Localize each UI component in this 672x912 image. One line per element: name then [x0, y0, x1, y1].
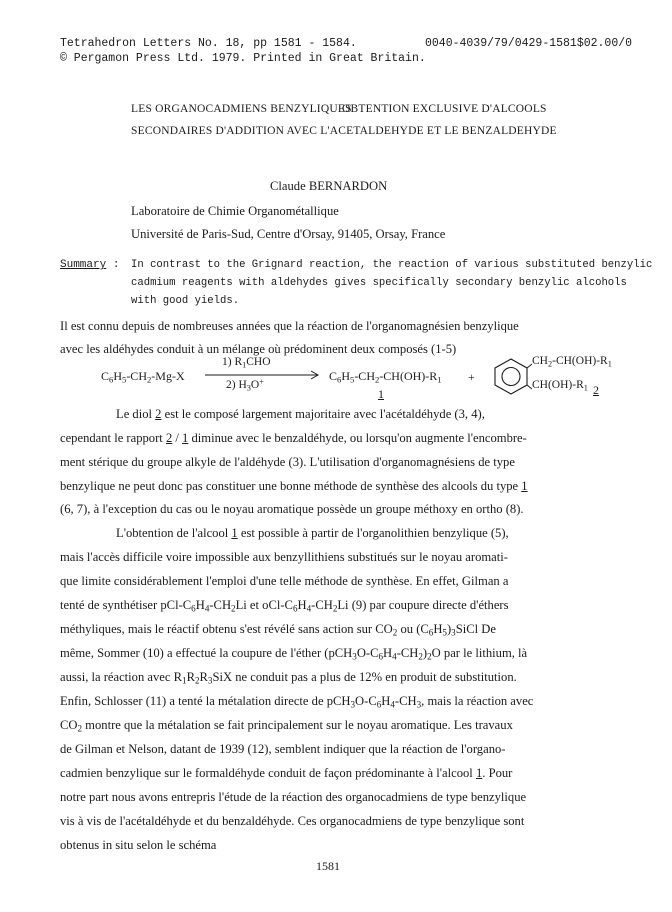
scheme-product2-number: 2 — [593, 383, 599, 397]
summary-line2: cadmium reagents with aldehydes gives specifically secondary benzylic alcohols — [131, 277, 627, 289]
para3-line5: méthyliques, mais le réactif obtenu s'est révélé sans action sur $CO_2$ ou $(C_6H_5)_3SiCl$ De — [60, 622, 496, 638]
author-university: Université de Paris-Sud, Centre d'Orsay, 91405, Orsay, France — [131, 227, 446, 241]
author-name: Claude BERNARDON — [270, 179, 388, 193]
para3-line2: mais l'accès difficile voire impossible aux benzyllithiens substitués sur le noyau aromati- — [60, 550, 508, 564]
article-code: 0040-4039/79/0429-1581$02.00/0 — [425, 37, 633, 50]
para3-line3: que limite considérablement l'emploi d'une telle méthode de synthèse. En effet, Gilman a — [60, 574, 509, 588]
para2-line1: Le diol 2 est le composé largement majoritaire avec l'acétaldéhyde (3, 4), — [116, 407, 485, 421]
para3-line13: vis à vis de l'acétaldéhyde et du benzaldéhyde. Ces organocadmiens de type benzylique sont — [60, 814, 525, 828]
para3-line7: aussi, la réaction avec $R_1R_2R_3SiX$ ne conduit pas a plus de 12% en produit de substitution. — [60, 670, 517, 686]
para3-line14: obtenus in situ selon le schéma — [60, 838, 217, 852]
para2-line4: benzylique ne peut donc pas constituer une bonne méthode de synthèse des alcools du type 1 — [60, 479, 528, 493]
para2-line5: (6, 7), à l'exception du cas ou le noyau aromatique possède un groupe méthoxy en ortho (8). — [60, 502, 524, 516]
scheme-plus: + — [468, 370, 475, 384]
journal-reference: Tetrahedron Letters No. 18, pp 1581 - 1584. — [60, 37, 357, 50]
benzene-ring-icon — [490, 356, 532, 396]
scheme-substituent-top: $CH_2-CH(OH)-R_1$ — [532, 355, 612, 369]
para3-line11: cadmien benzylique sur le formaldéhyde conduit de façon prédominante à l'alcool 1. Pour — [60, 766, 513, 780]
title-line1-right: OBTENTION EXCLUSIVE D'ALCOOLS — [342, 103, 547, 115]
para3-line1: L'obtention de l'alcool 1 est possible à partir de l'organolithien benzylique (5), — [116, 526, 509, 540]
para3-line8: Enfin, Schlosser (11) a tenté la métalation directe de $pCH_3O-C_6H_4-CH_3$, mais la réaction avec — [60, 694, 534, 710]
summary-line1: In contrast to the Grignard reaction, the reaction of various substituted benzylic — [131, 259, 653, 271]
para3-line10: de Gilman et Nelson, datant de 1939 (12), semblent indiquer que la réaction de l'organo- — [60, 742, 506, 756]
scheme-step1: 1) $R_1CHO$ — [222, 356, 271, 370]
para2-line2: cependant le rapport 2 / 1 diminue avec le benzaldéhyde, ou lorsqu'on augmente l'encombre- — [60, 431, 527, 445]
summary-separator: : — [112, 259, 120, 271]
summary-line3: with good yields. — [131, 295, 240, 307]
para2-line3: ment stérique du groupe alkyle de l'aldéhyde (3). L'utilisation d'organomagnésiens de type — [60, 455, 515, 469]
para3-line9: $CO_2$ montre que la métalation se fait principalement sur le noyau aromatique. Les travaux — [60, 718, 513, 734]
scheme-step2: 2) $H_3O^+$ — [226, 377, 264, 393]
page-number: 1581 — [316, 859, 340, 873]
para1-line1: Il est connu depuis de nombreuses années que la réaction de l'organomagnésien benzylique — [60, 319, 519, 333]
scheme-substituent-bottom: $CH(OH)-R_1$ — [532, 379, 588, 393]
para3-line12: notre part nous avons entrepris l'étude de la réaction des organocadmiens de type benzylique — [60, 790, 527, 804]
scheme-reactant: $C_6H_5-CH_2-Mg-X$ — [101, 369, 185, 385]
copyright-line: © Pergamon Press Ltd. 1979. Printed in Great Britain. — [60, 52, 426, 65]
title-line2: SECONDAIRES D'ADDITION AVEC L'ACETALDEHYDE ET LE BENZALDEHYDE — [131, 125, 557, 137]
summary-label: Summary — [60, 259, 107, 271]
para3-line4: tenté de synthétiser pCl-$C_6H_4-CH_2Li$ et oCl-$C_6H_4-CH_2Li$ (9) par coupure directe d'éthers — [60, 598, 509, 614]
scheme-product1-number: 1 — [378, 387, 384, 401]
para3-line6: même, Sommer (10) a effectué la coupure de l'éther $(pCH_3O-C_6H_4-CH_2)_2O$ par le lithium, là — [60, 646, 528, 662]
reaction-arrow — [205, 370, 325, 380]
scheme-product1: $C_6H_5-CH_2-CH(OH)-R_1$ — [329, 369, 442, 385]
author-lab: Laboratoire de Chimie Organométallique — [131, 204, 339, 218]
title-line1-left: LES ORGANOCADMIENS BENZYLIQUES — [131, 103, 352, 115]
para1-line2: avec les aldéhydes conduit à un mélange où prédominent deux composés (1-5) — [60, 342, 457, 356]
